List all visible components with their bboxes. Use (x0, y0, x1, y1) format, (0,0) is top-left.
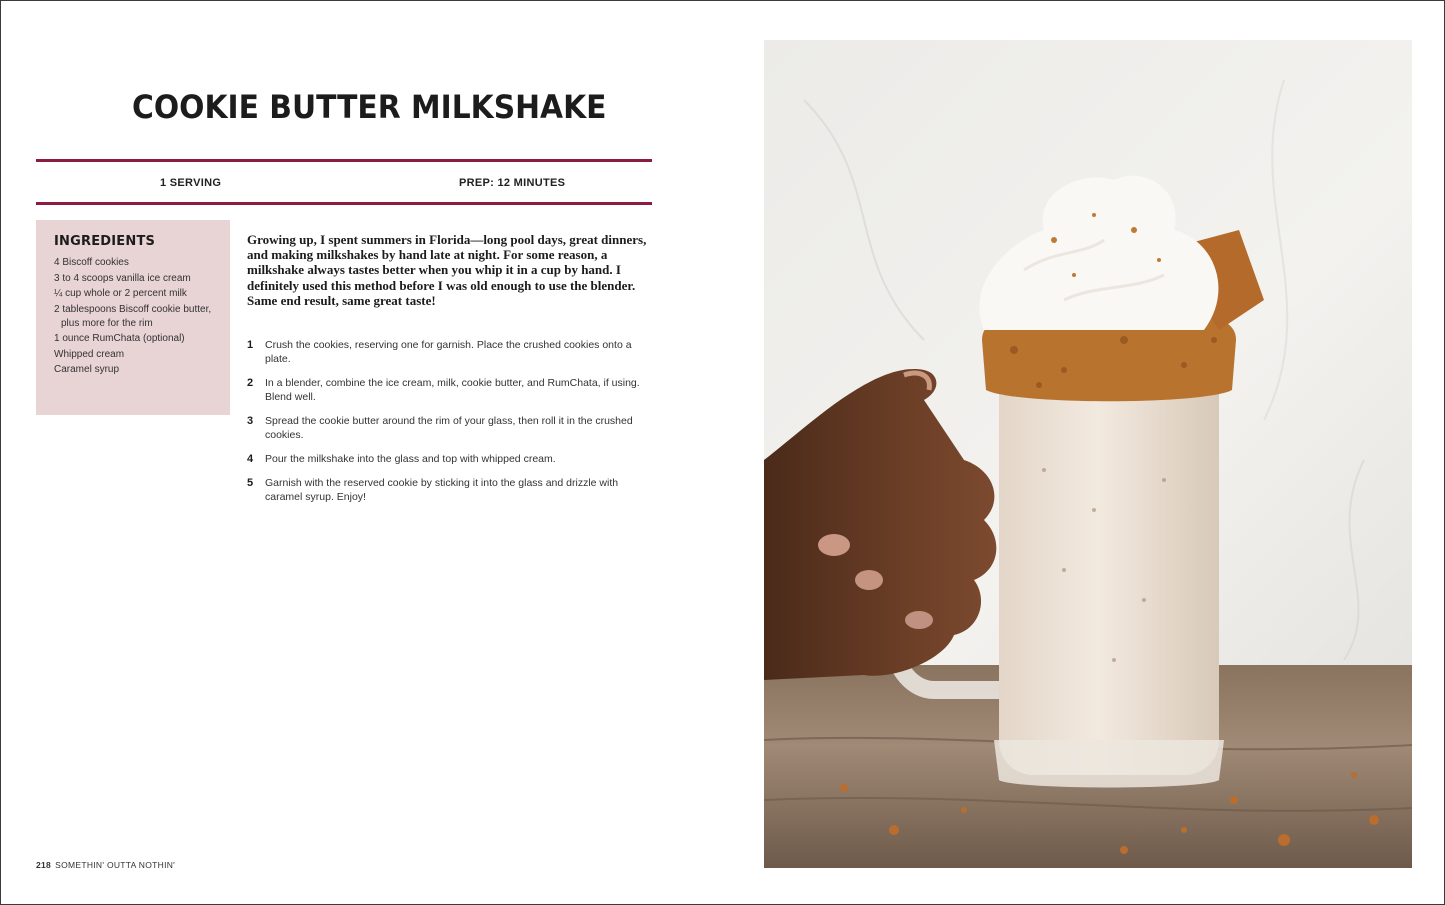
ingredient-item: 4 Biscoff cookies (54, 257, 129, 268)
step-number: 2 (247, 377, 254, 389)
ingredient-item: Caramel syrup (54, 364, 120, 375)
ingredient-item: ¼ cup whole or 2 percent milk (54, 288, 187, 299)
step-number: 3 (247, 415, 254, 427)
step-text: Crush the cookies, reserving one for garnish. Place the crushed cookies onto a plate. (265, 339, 632, 365)
recipe-intro: Growing up, I spent summers in Florida—long pool days, great dinners, and making milkshakes by hand late at night. For some reason, a milkshake always tastes better when you whip it in a cup by hand. I definitely used this method before I was old enough to use the blender. Same end result, same great taste! (247, 232, 647, 308)
step-text: Pour the milkshake into the glass and top with whipped cream. (265, 453, 556, 465)
page-number: 218 (36, 860, 52, 870)
servings-label: 1 SERVING (160, 177, 222, 189)
step-number: 5 (247, 477, 254, 489)
recipe-title: COOKIE BUTTER MILKSHAKE (132, 88, 607, 126)
ingredients-panel (36, 220, 230, 415)
milkshake-illustration (764, 40, 1412, 868)
method-step (247, 452, 652, 466)
ingredient-item: 1 ounce RumChata (optional) (54, 333, 185, 344)
top-accent-rule (36, 159, 652, 162)
bottom-accent-rule (36, 202, 652, 205)
page-footer (36, 860, 175, 870)
book-title: SOMETHIN' OUTTA NOTHIN' (55, 860, 176, 870)
step-text: Spread the cookie butter around the rim of your glass, then roll it in the crushed cookies. (265, 415, 633, 441)
step-number: 4 (247, 453, 254, 465)
ingredient-item: Whipped cream (54, 348, 125, 360)
step-number: 1 (247, 339, 254, 351)
method-step (247, 414, 652, 442)
milkshake-photo (764, 40, 1412, 868)
ingredient-item: 2 tablespoons Biscoff cookie butter, plus more for the rim (54, 303, 212, 329)
ingredient-item: 3 to 4 scoops vanilla ice cream (54, 272, 191, 284)
prep-time-label: PREP: 12 MINUTES (459, 177, 566, 189)
ingredients-list (54, 256, 230, 377)
ingredients-heading: INGREDIENTS (54, 234, 156, 249)
method-steps (247, 338, 652, 514)
method-step (247, 338, 652, 366)
step-text: In a blender, combine the ice cream, milk, cookie butter, and RumChata, if using. Blend well. (265, 377, 640, 403)
step-text: Garnish with the reserved cookie by sticking it into the glass and drizzle with caramel syrup. Enjoy! (265, 477, 619, 503)
method-step (247, 476, 652, 504)
method-step (247, 376, 652, 404)
